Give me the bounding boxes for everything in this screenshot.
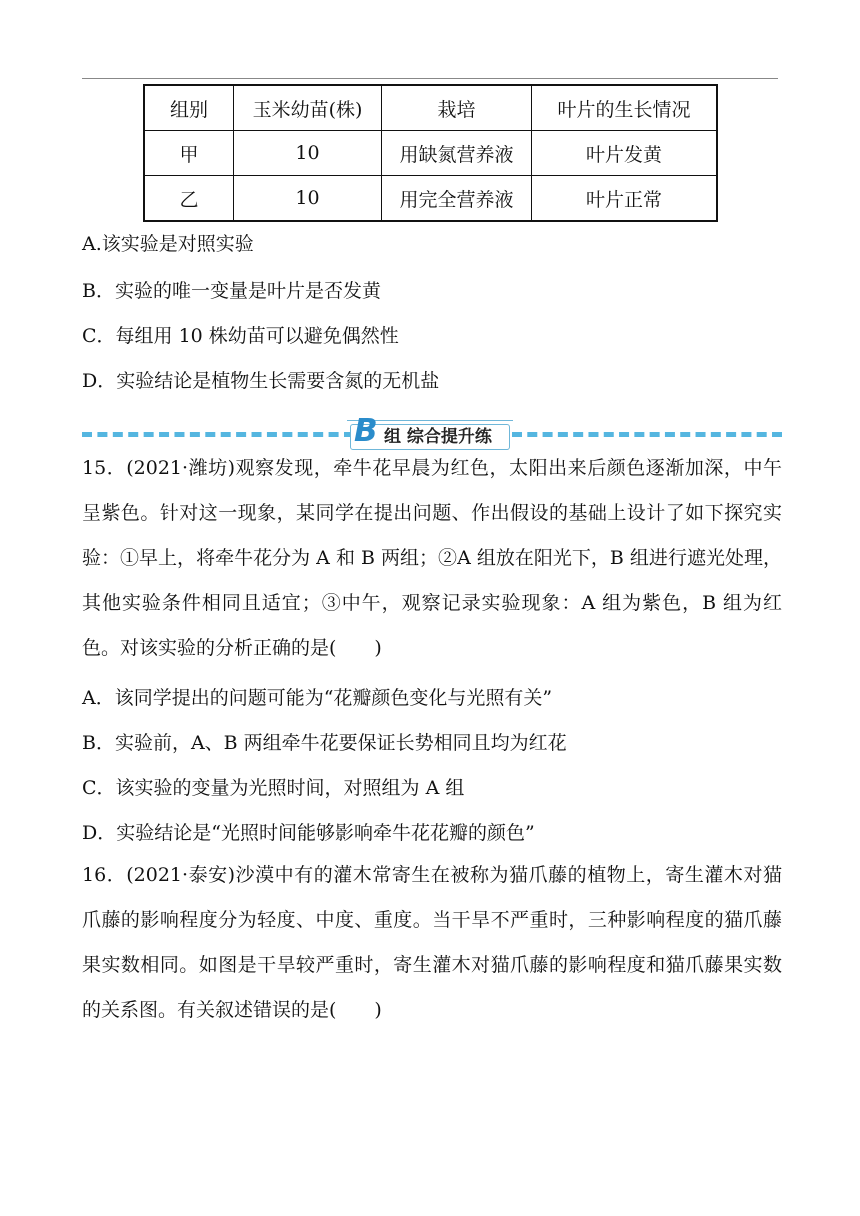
q15-stem: 15．(2021·潍坊)观察发现，牵牛花早晨为红色，太阳出来后颜色逐渐加深，中午呈紫色。针对这一现象，某同学在提出问题、作出假设的基础上设计了如下探究实验：①早上，将牵牛花分为 A 和 B 两组；②A 组放在阳光下，B 组进行遮光处理，其他实验条件相同且适宜；③中午，观察记录实验现象：A 组为紫色，B 组为红色。对该实验的分析正确的是( ) (82, 457, 782, 659)
table-cell: 用完全营养液 (382, 176, 532, 222)
table-cell: 10 (234, 131, 382, 176)
q14-option-c: C．每组用 10 株幼苗可以避免偶然性 (82, 325, 399, 347)
table-cell: 用缺氮营养液 (382, 131, 532, 176)
banner-dash-left (82, 432, 354, 437)
section-title: 组 综合提升练 (384, 427, 492, 447)
table-cell: 叶片发黄 (532, 131, 718, 176)
q14-option-a: A.该实验是对照实验 (82, 233, 254, 255)
table-cell: 甲 (144, 131, 234, 176)
table-cell: 乙 (144, 176, 234, 222)
table-header-cell: 玉米幼苗(株) (234, 85, 382, 131)
table-cell: 叶片正常 (532, 176, 718, 222)
table-header-row (144, 85, 717, 131)
table-row (144, 176, 717, 222)
table-cell: 10 (234, 176, 382, 222)
q14-option-d: D．实验结论是植物生长需要含氮的无机盐 (82, 370, 440, 392)
q15-option-b: B．实验前，A、B 两组牵牛花要保证长势相同且均为红花 (82, 732, 567, 754)
q16-stem: 16．(2021·泰安)沙漠中有的灌木常寄生在被称为猫爪藤的植物上，寄生灌木对猫爪藤的影响程度分为轻度、中度、重度。当干旱不严重时，三种影响程度的猫爪藤果实数相同。如图是干旱较严重时，寄生灌木对猫爪藤的影响程度和猫爪藤果实数的关系图。有关叙述错误的是( ) (82, 864, 782, 1021)
experiment-table (143, 84, 718, 222)
section-letter: B (354, 413, 378, 449)
table-header-cell: 叶片的生长情况 (532, 85, 718, 131)
q15-option-a: A．该同学提出的问题可能为“花瓣颜色变化与光照有关” (82, 687, 553, 709)
table-row (144, 131, 717, 176)
banner-dash-right (512, 432, 782, 437)
top-rule (82, 78, 778, 79)
table-header-cell: 组别 (144, 85, 234, 131)
section-banner-b (82, 413, 782, 450)
table-header-cell: 栽培 (382, 85, 532, 131)
q15-option-c: C．该实验的变量为光照时间，对照组为 A 组 (82, 777, 465, 799)
q14-option-b: B．实验的唯一变量是叶片是否发黄 (82, 280, 381, 302)
q15-option-d: D．实验结论是“光照时间能够影响牵牛花花瓣的颜色” (82, 822, 535, 844)
